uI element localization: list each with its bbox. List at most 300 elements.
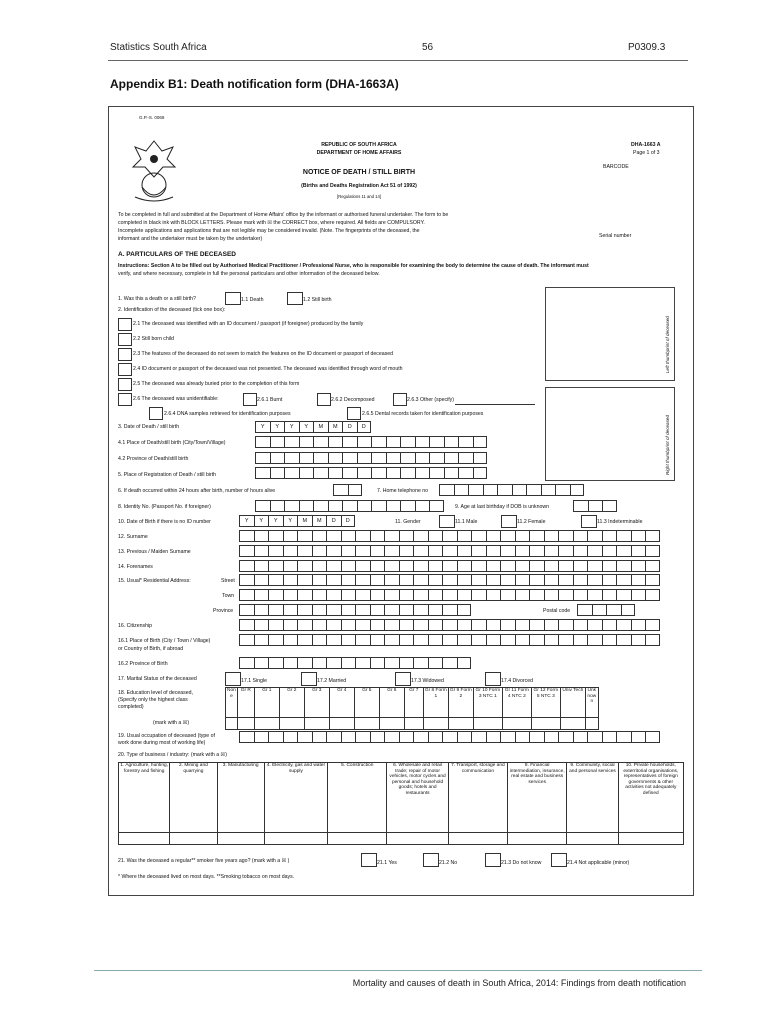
entry-cell[interactable] [326,634,341,646]
entry-cell[interactable] [486,530,501,542]
entry-cell[interactable] [254,619,269,631]
entry-cell[interactable] [587,634,602,646]
entry-cell[interactable] [239,589,254,601]
entry-cell[interactable] [342,452,357,464]
entry-cell[interactable] [399,560,414,572]
entry-cell[interactable] [500,545,515,557]
entry-cell[interactable] [326,530,341,542]
entry-cell[interactable] [515,731,530,743]
entry-cell[interactable] [602,634,617,646]
entry-cell[interactable] [413,657,428,669]
entry-cell[interactable] [355,657,370,669]
province-grid[interactable] [239,604,471,616]
entry-cell[interactable] [428,604,443,616]
entry-cell[interactable] [270,436,285,448]
entry-cell[interactable] [558,619,573,631]
entry-cell[interactable] [631,731,646,743]
entry-cell[interactable] [283,604,298,616]
entry-cell[interactable] [341,619,356,631]
entry-cell[interactable] [371,436,386,448]
entry-cell[interactable] [515,560,530,572]
entry-cell[interactable] [342,436,357,448]
entry-cell[interactable] [299,452,314,464]
entry-cell[interactable] [399,530,414,542]
entry-cell[interactable] [384,731,399,743]
street-grid[interactable] [239,574,660,586]
entry-cell[interactable] [602,574,617,586]
entry-cell[interactable] [602,530,617,542]
entry-cell[interactable] [341,634,356,646]
entry-cell[interactable] [270,500,285,512]
entry-cell[interactable] [544,731,559,743]
entry-cell[interactable] [631,634,646,646]
entry-cell[interactable] [515,589,530,601]
entry-cell[interactable] [500,619,515,631]
entry-cell[interactable] [486,574,501,586]
entry-cell[interactable] [312,619,327,631]
entry-cell[interactable] [468,484,483,496]
id-option-checkbox[interactable] [118,393,132,406]
entry-cell[interactable] [328,500,343,512]
entry-cell[interactable] [588,500,603,512]
entry-cell[interactable] [284,436,299,448]
entry-cell[interactable] [283,634,298,646]
entry-cell[interactable] [512,484,527,496]
entry-cell[interactable] [384,604,399,616]
entry-cell[interactable] [370,589,385,601]
entry-cell[interactable] [454,484,469,496]
gender-box[interactable] [581,515,597,528]
entry-cell[interactable] [284,452,299,464]
entry-cell[interactable] [486,545,501,557]
entry-cell[interactable] [500,731,515,743]
entry-cell[interactable] [457,574,472,586]
entry-cell[interactable] [602,545,617,557]
entry-cell[interactable] [283,731,298,743]
entry-cell[interactable] [442,604,457,616]
entry-cell[interactable] [587,545,602,557]
occupation-grid[interactable] [239,731,660,743]
entry-cell[interactable] [313,436,328,448]
entry-cell[interactable] [444,467,459,479]
dob-cell[interactable]: M [312,515,327,527]
entry-cell[interactable] [471,589,486,601]
entry-cell[interactable] [328,452,343,464]
right-thumbprint-box[interactable] [545,387,675,481]
industry-box[interactable] [264,833,327,845]
date-cell[interactable]: Y [270,421,285,433]
entry-cell[interactable] [326,604,341,616]
decomposed-checkbox[interactable] [317,393,331,406]
dob-cell[interactable]: D [341,515,356,527]
entry-cell[interactable] [415,467,430,479]
entry-cell[interactable] [457,604,472,616]
entry-cell[interactable] [328,436,343,448]
entry-cell[interactable] [429,452,444,464]
entry-cell[interactable] [429,500,444,512]
entry-cell[interactable] [312,604,327,616]
edu-box[interactable] [448,718,473,730]
entry-cell[interactable] [313,467,328,479]
entry-cell[interactable] [616,574,631,586]
entry-cell[interactable] [415,436,430,448]
entry-cell[interactable] [616,589,631,601]
entry-cell[interactable] [341,589,356,601]
entry-cell[interactable] [442,574,457,586]
entry-cell[interactable] [486,589,501,601]
entry-cell[interactable] [341,560,356,572]
entry-cell[interactable] [529,589,544,601]
dna-checkbox[interactable] [149,407,163,420]
province-of-birth-grid[interactable] [239,657,471,669]
entry-cell[interactable] [299,436,314,448]
entry-cell[interactable] [413,604,428,616]
entry-cell[interactable] [384,530,399,542]
entry-cell[interactable] [284,500,299,512]
age-grid[interactable] [573,500,617,512]
industry-box[interactable] [387,833,448,845]
date-cell[interactable]: Y [255,421,270,433]
entry-cell[interactable] [341,530,356,542]
entry-cell[interactable] [326,589,341,601]
gender-box[interactable] [439,515,455,528]
entry-cell[interactable] [348,484,363,496]
entry-cell[interactable] [544,619,559,631]
entry-cell[interactable] [326,731,341,743]
edu-box[interactable] [279,718,304,730]
entry-cell[interactable] [471,530,486,542]
entry-cell[interactable] [255,467,270,479]
edu-box[interactable] [502,718,531,730]
entry-cell[interactable] [399,731,414,743]
entry-cell[interactable] [500,634,515,646]
entry-cell[interactable] [428,731,443,743]
death-checkbox[interactable] [225,292,241,305]
entry-cell[interactable] [355,560,370,572]
entry-cell[interactable] [370,731,385,743]
entry-cell[interactable] [333,484,348,496]
entry-cell[interactable] [573,560,588,572]
entry-cell[interactable] [268,589,283,601]
smoker-box[interactable] [361,853,377,867]
smoker-box[interactable] [485,853,501,867]
other-checkbox[interactable] [393,393,407,406]
entry-cell[interactable] [355,574,370,586]
entry-cell[interactable] [515,634,530,646]
province-of-death-grid[interactable] [255,452,487,464]
other-specify-line[interactable] [455,404,535,405]
entry-cell[interactable] [471,619,486,631]
telephone-grid[interactable] [439,484,584,496]
entry-cell[interactable] [355,530,370,542]
entry-cell[interactable] [558,530,573,542]
entry-cell[interactable] [500,530,515,542]
entry-cell[interactable] [457,545,472,557]
entry-cell[interactable] [297,560,312,572]
entry-cell[interactable] [399,545,414,557]
entry-cell[interactable] [270,452,285,464]
entry-cell[interactable] [573,731,588,743]
entry-cell[interactable] [357,467,372,479]
entry-cell[interactable] [442,634,457,646]
entry-cell[interactable] [631,589,646,601]
entry-cell[interactable] [283,657,298,669]
entry-cell[interactable] [555,484,570,496]
entry-cell[interactable] [526,484,541,496]
industry-box[interactable] [508,833,567,845]
entry-cell[interactable] [297,530,312,542]
date-of-death-grid[interactable] [255,421,371,433]
entry-cell[interactable] [326,545,341,557]
dob-cell[interactable]: D [326,515,341,527]
entry-cell[interactable] [458,436,473,448]
entry-cell[interactable] [283,574,298,586]
entry-cell[interactable] [428,589,443,601]
surname-grid[interactable] [239,530,660,542]
entry-cell[interactable] [429,467,444,479]
entry-cell[interactable] [312,530,327,542]
entry-cell[interactable] [587,619,602,631]
edu-box[interactable] [304,718,329,730]
entry-cell[interactable] [529,530,544,542]
entry-cell[interactable] [268,604,283,616]
entry-cell[interactable] [254,574,269,586]
industry-box[interactable] [119,833,170,845]
entry-cell[interactable] [500,589,515,601]
entry-cell[interactable] [529,560,544,572]
industry-box[interactable] [618,833,683,845]
entry-cell[interactable] [342,500,357,512]
entry-cell[interactable] [428,560,443,572]
entry-cell[interactable] [239,657,254,669]
entry-cell[interactable] [415,500,430,512]
entry-cell[interactable] [255,500,270,512]
entry-cell[interactable] [457,619,472,631]
left-thumbprint-box[interactable] [545,287,675,381]
entry-cell[interactable] [283,545,298,557]
entry-cell[interactable] [541,484,556,496]
entry-cell[interactable] [254,604,269,616]
entry-cell[interactable] [384,545,399,557]
entry-cell[interactable] [529,619,544,631]
industry-box[interactable] [217,833,264,845]
date-cell[interactable]: Y [299,421,314,433]
edu-box[interactable] [560,718,585,730]
entry-cell[interactable] [268,560,283,572]
dental-checkbox[interactable] [347,407,361,420]
entry-cell[interactable] [602,500,617,512]
entry-cell[interactable] [326,657,341,669]
entry-cell[interactable] [239,545,254,557]
entry-cell[interactable] [239,731,254,743]
entry-cell[interactable] [471,634,486,646]
entry-cell[interactable] [283,560,298,572]
entry-cell[interactable] [486,619,501,631]
date-cell[interactable]: M [313,421,328,433]
entry-cell[interactable] [357,452,372,464]
entry-cell[interactable] [616,731,631,743]
entry-cell[interactable] [312,634,327,646]
postal-code-grid[interactable] [577,604,635,616]
entry-cell[interactable] [254,634,269,646]
entry-cell[interactable] [386,500,401,512]
entry-cell[interactable] [297,657,312,669]
entry-cell[interactable] [400,436,415,448]
entry-cell[interactable] [268,619,283,631]
entry-cell[interactable] [587,589,602,601]
entry-cell[interactable] [254,657,269,669]
entry-cell[interactable] [645,574,660,586]
dob-cell[interactable]: Y [283,515,298,527]
entry-cell[interactable] [313,500,328,512]
entry-cell[interactable] [444,452,459,464]
entry-cell[interactable] [439,484,454,496]
entry-cell[interactable] [312,731,327,743]
entry-cell[interactable] [442,619,457,631]
entry-cell[interactable] [573,634,588,646]
entry-cell[interactable] [370,634,385,646]
marital-box[interactable] [395,672,411,686]
entry-cell[interactable] [483,484,498,496]
id-option-checkbox[interactable] [118,348,132,361]
entry-cell[interactable] [444,436,459,448]
entry-cell[interactable] [370,530,385,542]
entry-cell[interactable] [386,467,401,479]
entry-cell[interactable] [384,657,399,669]
entry-cell[interactable] [631,560,646,572]
entry-cell[interactable] [326,560,341,572]
entry-cell[interactable] [573,589,588,601]
entry-cell[interactable] [370,657,385,669]
entry-cell[interactable] [386,452,401,464]
town-grid[interactable] [239,589,660,601]
entry-cell[interactable] [312,560,327,572]
entry-cell[interactable] [592,604,607,616]
burnt-checkbox[interactable] [243,393,257,406]
entry-cell[interactable] [544,530,559,542]
place-of-birth-grid[interactable] [239,634,660,646]
entry-cell[interactable] [457,560,472,572]
entry-cell[interactable] [341,604,356,616]
entry-cell[interactable] [312,545,327,557]
entry-cell[interactable] [299,467,314,479]
dob-cell[interactable]: Y [268,515,283,527]
maiden-surname-grid[interactable] [239,545,660,557]
entry-cell[interactable] [268,731,283,743]
entry-cell[interactable] [428,545,443,557]
entry-cell[interactable] [645,560,660,572]
entry-cell[interactable] [645,619,660,631]
entry-cell[interactable] [473,452,488,464]
entry-cell[interactable] [326,574,341,586]
entry-cell[interactable] [558,731,573,743]
entry-cell[interactable] [297,589,312,601]
entry-cell[interactable] [602,589,617,601]
entry-cell[interactable] [239,604,254,616]
entry-cell[interactable] [399,604,414,616]
entry-cell[interactable] [442,560,457,572]
entry-cell[interactable] [645,731,660,743]
entry-cell[interactable] [429,436,444,448]
entry-cell[interactable] [357,436,372,448]
entry-cell[interactable] [370,574,385,586]
entry-cell[interactable] [473,436,488,448]
entry-cell[interactable] [355,589,370,601]
entry-cell[interactable] [328,467,343,479]
entry-cell[interactable] [616,560,631,572]
smoker-box[interactable] [423,853,439,867]
entry-cell[interactable] [442,545,457,557]
dob-cell[interactable]: Y [239,515,254,527]
id-option-checkbox[interactable] [118,333,132,346]
entry-cell[interactable] [399,634,414,646]
entry-cell[interactable] [239,574,254,586]
entry-cell[interactable] [371,467,386,479]
entry-cell[interactable] [283,619,298,631]
edu-box[interactable] [226,718,238,730]
entry-cell[interactable] [457,530,472,542]
entry-cell[interactable] [268,574,283,586]
entry-cell[interactable] [254,560,269,572]
entry-cell[interactable] [577,604,592,616]
entry-cell[interactable] [616,619,631,631]
entry-cell[interactable] [544,589,559,601]
entry-cell[interactable] [355,619,370,631]
entry-cell[interactable] [399,574,414,586]
entry-cell[interactable] [570,484,585,496]
entry-cell[interactable] [616,634,631,646]
entry-cell[interactable] [442,589,457,601]
industry-box[interactable] [170,833,217,845]
entry-cell[interactable] [384,560,399,572]
forenames-grid[interactable] [239,560,660,572]
entry-cell[interactable] [457,731,472,743]
marital-box[interactable] [485,672,501,686]
entry-cell[interactable] [355,545,370,557]
edu-box[interactable] [354,718,379,730]
entry-cell[interactable] [297,619,312,631]
entry-cell[interactable] [355,634,370,646]
edu-box[interactable] [473,718,502,730]
entry-cell[interactable] [544,560,559,572]
entry-cell[interactable] [326,619,341,631]
entry-cell[interactable] [471,545,486,557]
entry-cell[interactable] [428,574,443,586]
id-option-checkbox[interactable] [118,363,132,376]
entry-cell[interactable] [645,545,660,557]
smoker-box[interactable] [551,853,567,867]
entry-cell[interactable] [371,500,386,512]
entry-cell[interactable] [529,731,544,743]
entry-cell[interactable] [284,467,299,479]
entry-cell[interactable] [428,657,443,669]
gender-box[interactable] [501,515,517,528]
entry-cell[interactable] [399,619,414,631]
edu-box[interactable] [423,718,448,730]
entry-cell[interactable] [473,467,488,479]
entry-cell[interactable] [400,467,415,479]
entry-cell[interactable] [239,530,254,542]
date-cell[interactable]: D [342,421,357,433]
entry-cell[interactable] [587,574,602,586]
entry-cell[interactable] [573,500,588,512]
entry-cell[interactable] [457,589,472,601]
entry-cell[interactable] [370,560,385,572]
entry-cell[interactable] [442,530,457,542]
entry-cell[interactable] [500,574,515,586]
entry-cell[interactable] [428,634,443,646]
entry-cell[interactable] [645,530,660,542]
